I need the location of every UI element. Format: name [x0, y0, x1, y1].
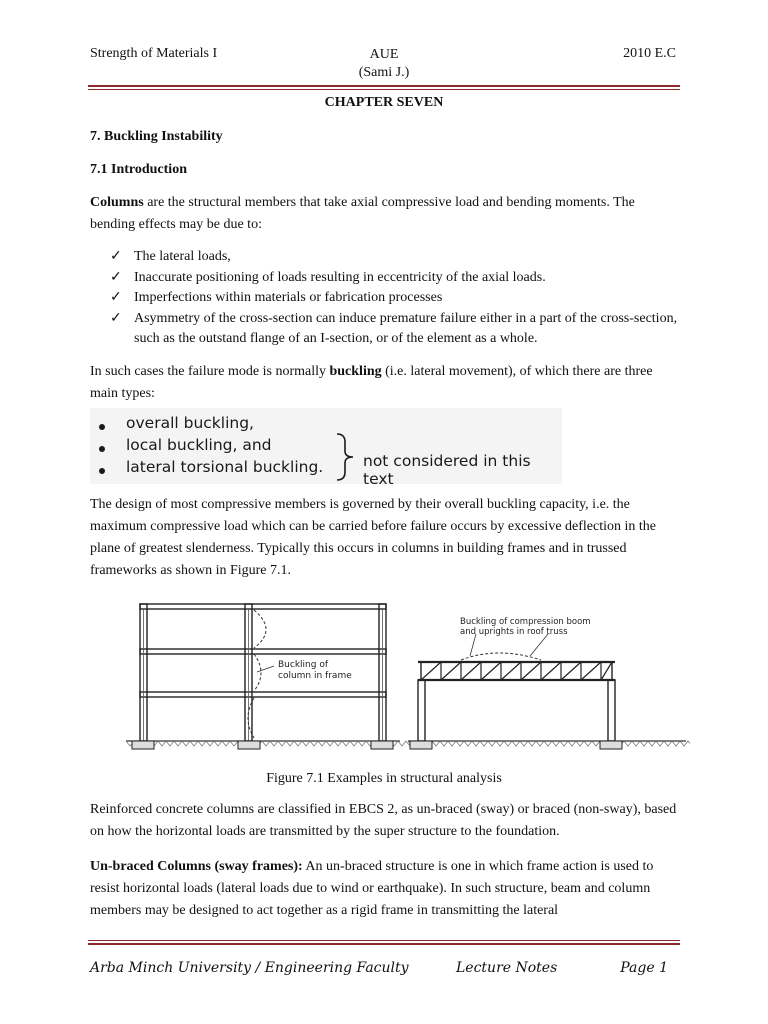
subsection-title: 7.1 Introduction [90, 162, 187, 177]
buckling-type-local: local buckling, and [126, 436, 272, 454]
buckling-types-figure [90, 408, 562, 488]
label-buckling-frame-1: Buckling of [278, 660, 328, 670]
header-rule-thin [88, 89, 680, 90]
header-course: Strength of Materials I [90, 46, 218, 61]
failure-mode-paragraph [90, 361, 680, 405]
figure-caption: Figure 7.1 Examples in structural analysis [266, 771, 502, 786]
check-icon: ✓ [110, 290, 122, 305]
label-buckling-frame-2: column in frame [278, 671, 352, 681]
footer-rule-thin [88, 940, 680, 941]
bullet-icon [99, 424, 105, 430]
footer-university: Arba Minch University / Engineering Faculty [90, 960, 409, 976]
failure-text-before: In such cases the failure mode is normally [90, 364, 330, 379]
roof-truss-diagram [408, 617, 690, 749]
building-frame-diagram [126, 604, 410, 749]
term-buckling: buckling [329, 364, 382, 379]
buckling-note: not considered in this text [363, 452, 531, 488]
header-institution-name: AUE [369, 47, 399, 62]
header-institution [300, 46, 468, 82]
footer-page-number: Page 1 [620, 960, 668, 976]
header-rule-thick [88, 85, 680, 87]
list-item [110, 309, 682, 350]
intro-text: are the structural members that take axial compressive load and bending moments. The bending effects may be due to: [90, 195, 635, 232]
bullet-icon [99, 468, 105, 474]
check-icon: ✓ [110, 310, 122, 326]
list-item-text: The lateral loads, [134, 249, 231, 264]
bullet-icon [99, 446, 105, 452]
section-title: 7. Buckling Instability [90, 129, 223, 144]
label-buckling-truss-2: and uprights in roof truss [460, 627, 568, 637]
label-buckling-truss-1: Buckling of compression boom [460, 617, 591, 627]
list-item-text: Asymmetry of the cross-section can induce premature failure either in a part of the cross-section, such as the outstand flange of an I-section, or of the element as a whole. [134, 310, 678, 346]
list-item [110, 247, 682, 268]
design-paragraph: The design of most compressive members is governed by their overall buckling capacity, i.e. the maximum compressive load which can be carried before failure occurs by excessive deflection in the plane of greatest slenderness. Typically this occurs in columns in building frames and in trussed frameworks as shown in Figure 7.1. [90, 497, 656, 578]
list-item [110, 288, 682, 309]
header-author: (Sami J.) [358, 65, 410, 80]
check-icon: ✓ [110, 269, 122, 285]
unbraced-paragraph [90, 856, 680, 922]
buckling-type-lateral-torsional: lateral torsional buckling. [126, 458, 324, 476]
intro-paragraph [90, 192, 680, 236]
structural-frames-figure [118, 590, 690, 755]
rc-columns-paragraph: Reinforced concrete columns are classified in EBCS 2, as un-braced (sway) or braced (non-sway), based on how the horizontal loads are transmitted by the super structure to the foundation. [90, 802, 677, 839]
failure-text-after: (i.e. lateral movement), of which there are three main types: [90, 364, 653, 401]
list-item-text: Imperfections within materials or fabrication processes [134, 290, 443, 305]
buckling-type-overall: overall buckling, [126, 414, 254, 432]
causes-checklist [110, 247, 682, 350]
term-unbraced-columns: Un-braced Columns (sway frames): [90, 859, 303, 874]
chapter-title: CHAPTER SEVEN [324, 95, 444, 110]
unbraced-text: An un-braced structure is one in which frame action is used to resist horizontal loads (lateral loads due to wind or earthquake). In such structure, beam and column members may be designed to act together as a rigid frame in transmitting the lateral [90, 859, 654, 918]
check-icon: ✓ [110, 249, 122, 264]
header-year: 2010 E.C [623, 46, 676, 61]
list-item-text: Inaccurate positioning of loads resulting in eccentricity of the axial loads. [134, 269, 546, 285]
list-item [110, 268, 682, 289]
term-columns: Columns [90, 195, 144, 210]
footer-lecture-notes: Lecture Notes [456, 960, 558, 976]
brace-icon [334, 432, 356, 482]
footer-rule-thick [88, 943, 680, 945]
